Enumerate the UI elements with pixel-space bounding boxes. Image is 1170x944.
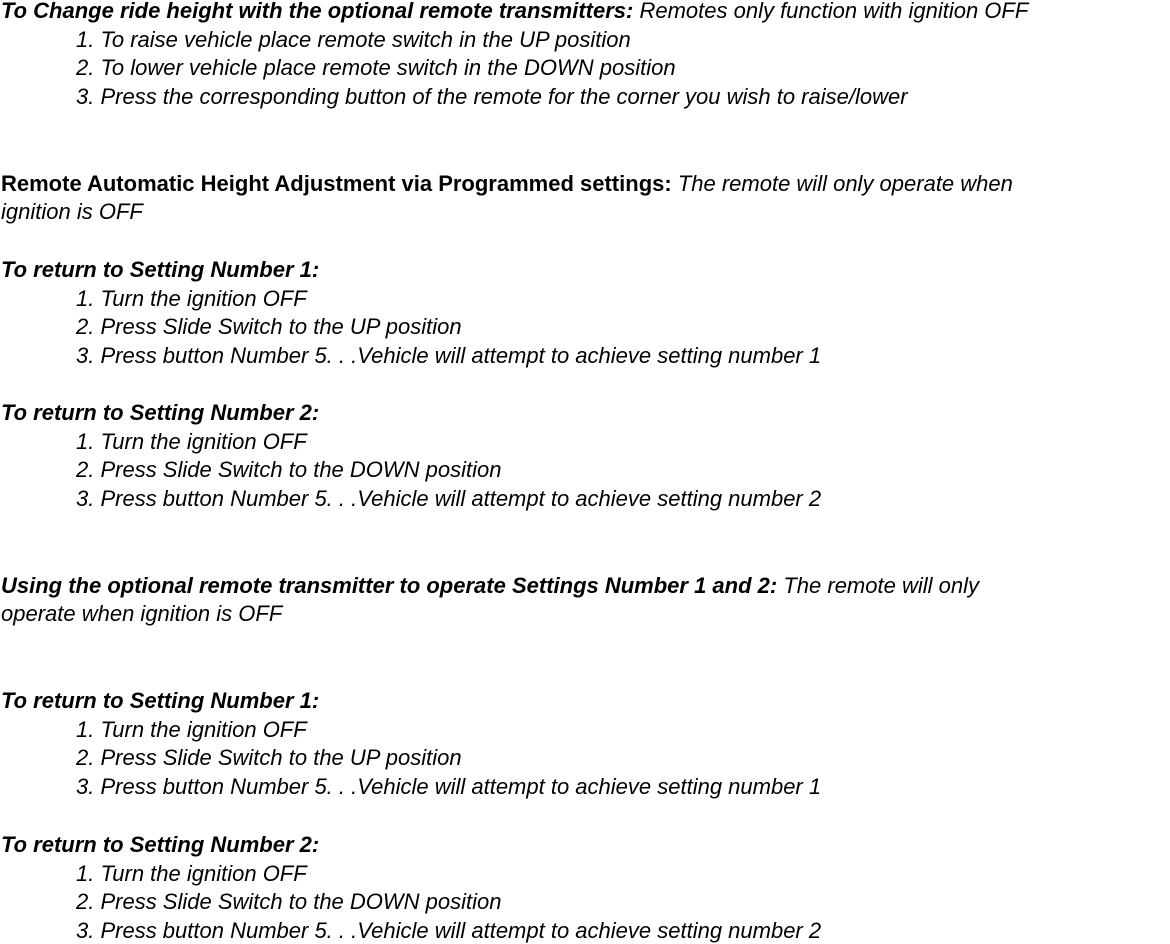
section2-note-line2: ignition is OFF bbox=[1, 199, 143, 224]
section3-setting2-step-2: 2. Press Slide Switch to the DOWN position bbox=[76, 889, 502, 914]
section2-setting1-step-1: 1. Turn the ignition OFF bbox=[76, 286, 307, 311]
section3-setting1-step-1: 1. Turn the ignition OFF bbox=[76, 717, 307, 742]
section2-heading: Remote Automatic Height Adjustment via Programmed settings: bbox=[1, 171, 672, 196]
section3-setting1-step-2: 2. Press Slide Switch to the UP position bbox=[76, 745, 462, 770]
section3-setting2-step-1: 1. Turn the ignition OFF bbox=[76, 861, 307, 886]
section2-setting2-step-3: 3. Press button Number 5. . .Vehicle will attempt to achieve setting number 2 bbox=[76, 486, 822, 511]
section1-heading: To Change ride height with the optional remote transmitters: bbox=[1, 0, 634, 23]
section3-setting2-title: To return to Setting Number 2: bbox=[1, 832, 320, 857]
section3-note-line2: operate when ignition is OFF bbox=[1, 601, 283, 626]
section2-setting1-step-2: 2. Press Slide Switch to the UP position bbox=[76, 314, 462, 339]
section3-setting2-step-3: 3. Press button Number 5. . .Vehicle will attempt to achieve setting number 2 bbox=[76, 918, 822, 943]
section1-note: Remotes only function with ignition OFF bbox=[633, 0, 1029, 23]
section2-setting2-step-2: 2. Press Slide Switch to the DOWN position bbox=[76, 457, 502, 482]
section3-note-line1: The remote will only bbox=[777, 573, 979, 598]
section3-heading-line bbox=[1, 573, 979, 599]
section1-step-1: 1. To raise vehicle place remote switch in the UP position bbox=[76, 27, 631, 52]
section2-setting1-title: To return to Setting Number 1: bbox=[1, 257, 320, 282]
section3-heading: Using the optional remote transmitter to operate Settings Number 1 and 2: bbox=[1, 573, 778, 598]
section2-setting2-step-1: 1. Turn the ignition OFF bbox=[76, 429, 307, 454]
section1-step-3: 3. Press the corresponding button of the remote for the corner you wish to raise/lower bbox=[76, 84, 908, 109]
section1-step-2: 2. To lower vehicle place remote switch in the DOWN position bbox=[76, 55, 676, 80]
section1-heading-line bbox=[1, 0, 1028, 24]
section2-setting1-step-3: 3. Press button Number 5. . .Vehicle will attempt to achieve setting number 1 bbox=[76, 343, 822, 368]
section3-setting1-step-3: 3. Press button Number 5. . .Vehicle will attempt to achieve setting number 1 bbox=[76, 774, 822, 799]
section2-heading-line bbox=[1, 171, 1013, 197]
section2-note-line1: The remote will only operate when bbox=[671, 171, 1013, 196]
section3-setting1-title: To return to Setting Number 1: bbox=[1, 688, 320, 713]
section2-setting2-title: To return to Setting Number 2: bbox=[1, 400, 320, 425]
